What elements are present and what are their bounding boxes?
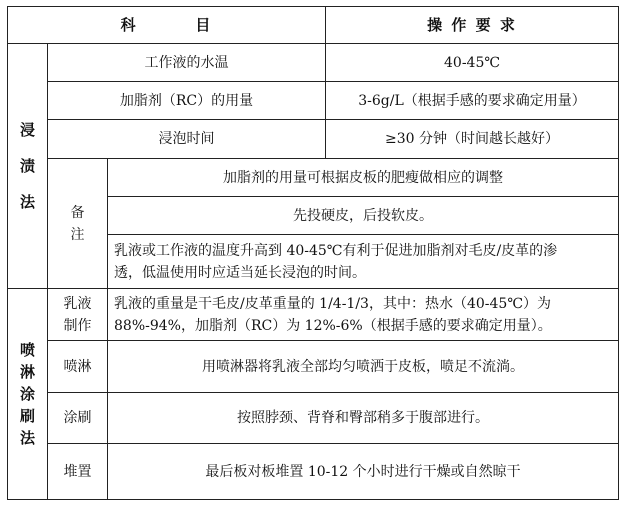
step-text: 用喷淋器将乳液全部均匀喷洒于皮板，喷足不流淌。 (108, 341, 619, 393)
step-text-line: 乳液的重量是干毛皮/皮革重量的 1/4-1/3，其中：热水（40-45℃）为 (114, 295, 551, 312)
note-line: 透，低温使用时应适当延长浸泡的时间。 (114, 264, 366, 281)
step-label: 喷淋 (48, 341, 108, 393)
table-row (8, 444, 619, 500)
method-char: 法 (19, 193, 35, 211)
note-char: 注 (70, 226, 85, 243)
note-cell: 加脂剂的用量可根据皮板的肥瘦做相应的调整 (108, 159, 619, 197)
table-row (8, 393, 619, 444)
note-cell (108, 235, 619, 289)
requirement-cell: 40-45℃ (326, 44, 619, 82)
table-row (8, 159, 619, 197)
method-spray-brush (8, 289, 48, 500)
requirement-cell: 3-6g/L（根据手感的要求确定用量） (326, 82, 619, 120)
method-char: 刷 (19, 407, 35, 425)
step-label: 涂刷 (48, 393, 108, 444)
table (7, 6, 619, 500)
method-char: 浸 (19, 121, 35, 139)
table-row (8, 120, 619, 159)
method-char: 喷 (19, 341, 35, 359)
requirement-cell: ≥30 分钟（时间越长越好） (326, 120, 619, 159)
header-subject: 科 目 (8, 7, 326, 44)
table-row (8, 44, 619, 82)
step-text (108, 289, 619, 341)
table-row (8, 341, 619, 393)
item-cell: 加脂剂（RC）的用量 (48, 82, 326, 120)
method-char: 涂 (19, 385, 35, 403)
method-char: 渍 (19, 157, 35, 175)
item-cell: 浸泡时间 (48, 120, 326, 159)
note-char: 备 (70, 204, 85, 221)
step-text: 最后板对板堆置 10-12 个小时进行干燥或自然晾干 (108, 444, 619, 500)
step-label-line: 制作 (63, 317, 92, 334)
table-row (8, 289, 619, 341)
note-label (48, 159, 108, 289)
step-text: 按照脖颈、背脊和臀部稍多于腹部进行。 (108, 393, 619, 444)
note-cell: 先投硬皮，后投软皮。 (108, 197, 619, 235)
method-char: 法 (19, 429, 35, 447)
step-label: 堆置 (48, 444, 108, 500)
step-text-line: 88%-94%，加脂剂（RC）为 12%-6%（根据手感的要求确定用量）。 (114, 317, 552, 334)
header-row (8, 7, 619, 44)
method-immersion (8, 44, 48, 289)
step-label-line: 乳液 (63, 295, 92, 312)
table-row (8, 82, 619, 120)
step-label (48, 289, 108, 341)
item-cell: 工作液的水温 (48, 44, 326, 82)
note-line: 乳液或工作液的温度升高到 40-45℃有利于促进加脂剂对毛皮/皮革的渗 (114, 242, 558, 259)
process-table (7, 6, 618, 500)
method-char: 淋 (19, 363, 35, 381)
header-requirement: 操 作 要 求 (326, 7, 619, 44)
